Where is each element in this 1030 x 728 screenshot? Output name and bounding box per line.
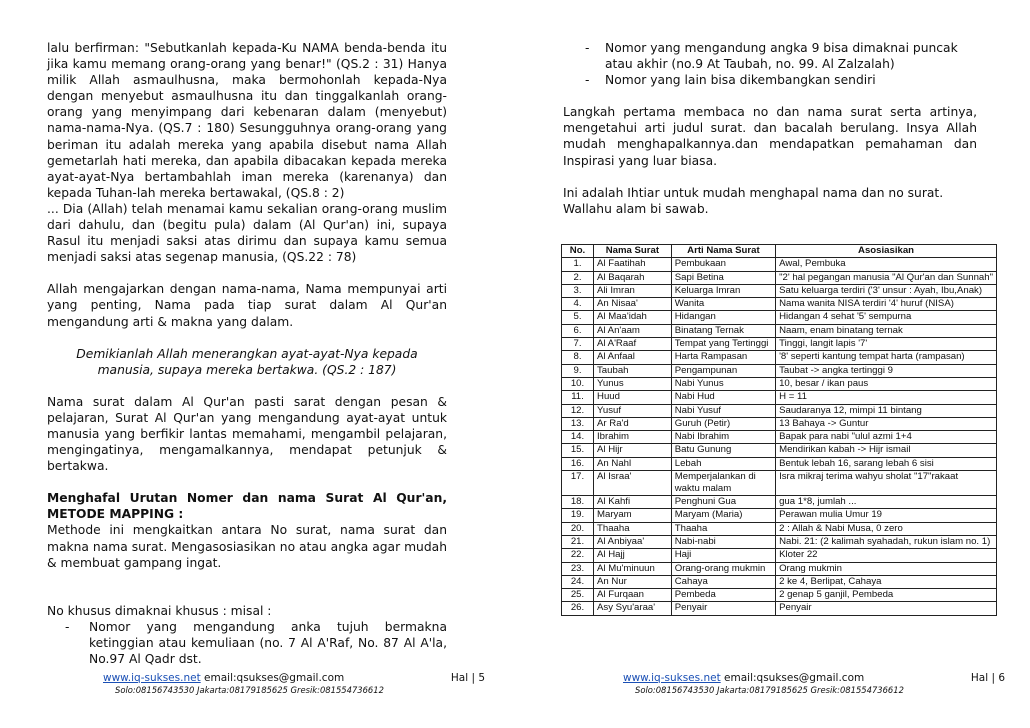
cell-no: 12.	[562, 404, 594, 417]
cell-asosiasi: Nama wanita NISA terdiri '4' huruf (NISA)	[776, 298, 997, 311]
cell-arti: Penghuni Gua	[671, 496, 775, 509]
cell-arti: Binatang Ternak	[671, 324, 775, 337]
cell-asosiasi: "2' hal pegangan manusia "Al Qur'an dan Sunnah"	[776, 271, 997, 284]
cell-asosiasi: 10, besar / ikan paus	[776, 377, 997, 390]
cell-asosiasi: gua 1*8, jumlah ...	[776, 496, 997, 509]
khusus-list	[47, 619, 447, 667]
cell-asosiasi: Bentuk lebah 16, sarang lebah 6 sisi	[776, 457, 997, 470]
cell-asosiasi: Tinggi, langit lapis '7'	[776, 338, 997, 351]
left-page-body	[47, 40, 447, 667]
cell-asosiasi: Penyair	[776, 602, 997, 615]
table-row	[562, 522, 997, 535]
cell-arti: Harta Rampasan	[671, 351, 775, 364]
cell-no: 22.	[562, 549, 594, 562]
cell-nama-surat: Al A'Raaf	[594, 338, 672, 351]
header-no: No.	[562, 245, 594, 258]
cell-asosiasi: 2 ke 4, Berlipat, Cahaya	[776, 575, 997, 588]
cell-arti: Wanita	[671, 298, 775, 311]
cell-no: 11.	[562, 391, 594, 404]
table-row	[562, 509, 997, 522]
table-row	[562, 562, 997, 575]
cell-asosiasi: Orang mukmin	[776, 562, 997, 575]
surat-association-table	[561, 244, 997, 616]
cell-asosiasi: Mendirikan kabah -> Hijr ismail	[776, 444, 997, 457]
table-row	[562, 575, 997, 588]
cell-arti: Cahaya	[671, 575, 775, 588]
cell-no: 10.	[562, 377, 594, 390]
cell-asosiasi: Awal, Pembuka	[776, 258, 997, 271]
cell-no: 23.	[562, 562, 594, 575]
cell-arti: Batu Gunung	[671, 444, 775, 457]
table-row	[562, 496, 997, 509]
table-row	[562, 431, 997, 444]
cell-no: 4.	[562, 298, 594, 311]
cell-arti: Sapi Betina	[671, 271, 775, 284]
paragraph-ihtiar: Ini adalah Ihtiar untuk mudah menghapal nama dan no surat.	[563, 185, 944, 200]
cell-nama-surat: An Nur	[594, 575, 672, 588]
italic-quote: Demikianlah Allah menerangkan ayat-ayat-Nya kepada manusia, supaya mereka bertakwa. (QS.2 : 187)	[76, 346, 418, 377]
cell-asosiasi: Bapak para nabi "ulul azmi 1+4	[776, 431, 997, 444]
cell-no: 17.	[562, 471, 594, 496]
cell-arti: Keluarga Imran	[671, 284, 775, 297]
cell-no: 7.	[562, 338, 594, 351]
cell-asosiasi: Hidangan 4 sehat '5' sempurna	[776, 311, 997, 324]
table-row	[562, 364, 997, 377]
cell-asosiasi: Isra mikraj terima wahyu sholat "17"rakaat	[776, 471, 997, 496]
cell-no: 18.	[562, 496, 594, 509]
cell-arti: Pengampunan	[671, 364, 775, 377]
cell-nama-surat: Al Mu'minuun	[594, 562, 672, 575]
header-nama-surat: Nama Surat	[594, 245, 672, 258]
cell-no: 26.	[562, 602, 594, 615]
right-page-body	[563, 40, 977, 217]
cell-asosiasi: 2 genap 5 ganjil, Pembeda	[776, 589, 997, 602]
cell-no: 9.	[562, 364, 594, 377]
table-row	[562, 311, 997, 324]
cell-arti: Memperjalankan di waktu malam	[671, 471, 775, 496]
cell-nama-surat: Al Hijr	[594, 444, 672, 457]
cell-nama-surat: An Nisaa'	[594, 298, 672, 311]
page-number: Hal | 5	[450, 672, 485, 684]
footer-contacts: Solo:08156743530 Jakarta:08179185625 Gresik:081554736612	[115, 685, 384, 695]
cell-nama-surat: Yusuf	[594, 404, 672, 417]
table-row	[562, 351, 997, 364]
cell-arti: Tempat yang Tertinggi	[671, 338, 775, 351]
cell-asosiasi: Saudaranya 12, mimpi 11 bintang	[776, 404, 997, 417]
table-row	[562, 338, 997, 351]
cell-no: 6.	[562, 324, 594, 337]
cell-nama-surat: Al Hajj	[594, 549, 672, 562]
method-description: Methode ini mengkaitkan antara No surat, nama surat dan makna nama surat. Mengasosiasikan no atau angka agar mudah & membuat gampang ingat.	[47, 523, 447, 570]
khusus-intro: No khusus dimaknai khusus : misal :	[47, 603, 272, 618]
cell-arti: Maryam (Maria)	[671, 509, 775, 522]
cell-arti: Nabi-nabi	[671, 535, 775, 548]
paragraph-dia-allah: ... Dia (Allah) telah menamai kamu sekalian orang-orang muslim dari dahulu, dan (begitu pula) dalam (Al Qur'an) ini, supaya Rasul itu menjadi saksi atas dirimu dan supaya kamu semua menjadi saksi atas segenap manusia, (QS.22 : 78)	[47, 201, 447, 265]
cell-arti: Nabi Yusuf	[671, 404, 775, 417]
cell-nama-surat: Yunus	[594, 377, 672, 390]
cell-no: 13.	[562, 417, 594, 430]
cell-nama-surat: Al Anbiyaa'	[594, 535, 672, 548]
cell-asosiasi: Satu keluarga terdiri ('3' unsur : Ayah, Ibu,Anak)	[776, 284, 997, 297]
table-row	[562, 377, 997, 390]
paragraph-nama-arti: Allah mengajarkan dengan nama-nama, Nama mempunyai arti yang penting, Nama pada tiap surat dalam Al Qur'an mengandung arti & makna yang dalam.	[47, 282, 447, 329]
cell-no: 5.	[562, 311, 594, 324]
cell-nama-surat: Huud	[594, 391, 672, 404]
cell-nama-surat: Ar Ra'd	[594, 417, 672, 430]
table-row	[562, 535, 997, 548]
site-link[interactable]: www.iq-sukses.net	[623, 672, 721, 684]
cell-nama-surat: Maryam	[594, 509, 672, 522]
cell-no: 24.	[562, 575, 594, 588]
cell-nama-surat: Al Maa'idah	[594, 311, 672, 324]
cell-asosiasi: 13 Bahaya -> Guntur	[776, 417, 997, 430]
cell-arti: Guruh (Petir)	[671, 417, 775, 430]
page-footer	[45, 672, 485, 695]
cell-asosiasi: Perawan mulia Umur 19	[776, 509, 997, 522]
table-header-row	[562, 245, 997, 258]
cell-arti: Pembukaan	[671, 258, 775, 271]
cell-no: 15.	[562, 444, 594, 457]
cell-asosiasi: Taubat -> angka tertinggi 9	[776, 364, 997, 377]
table-row	[562, 471, 997, 496]
footer-email: email:qsukses@gmail.com	[204, 672, 345, 684]
header-asosiasikan: Asosiasikan	[776, 245, 997, 258]
right-page	[515, 0, 1030, 728]
cell-asosiasi: Kloter 22	[776, 549, 997, 562]
cell-nama-surat: Ibrahim	[594, 431, 672, 444]
cell-arti: Penyair	[671, 602, 775, 615]
cell-no: 1.	[562, 258, 594, 271]
cell-nama-surat: Al Anfaal	[594, 351, 672, 364]
list-item: - Nomor yang mengandung anka tujuh bermakna ketinggian atau kemuliaan (no. 7 Al A'Raf, No. 87 Al A'la, No.97 Al Qadr dst.	[47, 619, 447, 667]
table-row	[562, 324, 997, 337]
header-arti: Arti Nama Surat	[671, 245, 775, 258]
cell-nama-surat: Taubah	[594, 364, 672, 377]
table-row	[562, 258, 997, 271]
cell-no: 21.	[562, 535, 594, 548]
table-row	[562, 284, 997, 297]
cell-nama-surat: Al Baqarah	[594, 271, 672, 284]
cell-asosiasi: H = 11	[776, 391, 997, 404]
page-number: Hal | 6	[970, 672, 1005, 684]
table-body	[562, 258, 997, 615]
cell-arti: Lebah	[671, 457, 775, 470]
cell-nama-surat: Al An'aam	[594, 324, 672, 337]
cell-arti: Nabi Yunus	[671, 377, 775, 390]
table-row	[562, 444, 997, 457]
table-row	[562, 602, 997, 615]
paragraph-wallahu: Wallahu alam bi sawab.	[563, 201, 709, 216]
number-meaning-list	[563, 40, 977, 88]
paragraph-quran-verses: lalu berfirman: "Sebutkanlah kepada-Ku NAMA benda-benda itu jika kamu memang orang-orang yang benar!" (QS.2 : 31) Hanya milik Allah asmaulhusna, maka bermohonlah kepada-Nya dengan menyebut asmaulhusna itu dan tinggalkanlah orang-orang yang menyimpang dari kebenaran dalam (menyebut) nama-nama-Nya. (QS.7 : 180) Sesungguhnya orang-orang yang beriman itu adalah mereka yang apabila disebut nama Allah gemetarlah hati mereka, dan apabila dibacakan kepada mereka ayat-ayat-Nya bertambahlah iman mereka (karenanya) dan kepada Tuhan-lah mereka bertawakal, (QS.8 : 2)	[47, 41, 447, 200]
list-item: - Nomor yang lain bisa dikembangkan sendiri	[563, 72, 977, 88]
cell-arti: Orang-orang mukmin	[671, 562, 775, 575]
footer-contacts: Solo:08156743530 Jakarta:08179185625 Gresik:081554736612	[635, 685, 904, 695]
cell-nama-surat: Thaaha	[594, 522, 672, 535]
cell-asosiasi: Nabi. 21: (2 kalimah syahadah, rukun islam no. 1)	[776, 535, 997, 548]
table-row	[562, 457, 997, 470]
table-row	[562, 298, 997, 311]
cell-no: 3.	[562, 284, 594, 297]
list-item: - Nomor yang mengandung angka 9 bisa dimaknai puncak atau akhir (no.9 At Taubah, no. 99. Al Zalzalah)	[563, 40, 977, 72]
table-row	[562, 271, 997, 284]
section-heading: Menghafal Urutan Nomer dan nama Surat Al Qur'an, METODE MAPPING :	[47, 491, 447, 522]
table-row	[562, 549, 997, 562]
cell-no: 2.	[562, 271, 594, 284]
table-row	[562, 589, 997, 602]
cell-no: 16.	[562, 457, 594, 470]
cell-nama-surat: Ali Imran	[594, 284, 672, 297]
cell-nama-surat: An Nahl	[594, 457, 672, 470]
cell-no: 25.	[562, 589, 594, 602]
table-row	[562, 404, 997, 417]
cell-no: 14.	[562, 431, 594, 444]
cell-arti: Pembeda	[671, 589, 775, 602]
table-row	[562, 391, 997, 404]
paragraph-langkah: Langkah pertama membaca no dan nama surat serta artinya, mengetahui arti judul surat. dan bacalah berulang. Insya Allah mudah menghapalkannya.dan mendapatkan pemahaman dan Inspirasi yang luar biasa.	[563, 105, 977, 168]
cell-asosiasi: Naam, enam binatang ternak	[776, 324, 997, 337]
cell-asosiasi: 2 : Allah & Nabi Musa, 0 zero	[776, 522, 997, 535]
cell-arti: Nabi Hud	[671, 391, 775, 404]
cell-nama-surat: Al Faatihah	[594, 258, 672, 271]
cell-nama-surat: Al Kahfi	[594, 496, 672, 509]
cell-arti: Hidangan	[671, 311, 775, 324]
table-row	[562, 417, 997, 430]
footer-email: email:qsukses@gmail.com	[724, 672, 865, 684]
cell-asosiasi: '8' seperti kantung tempat harta (rampasan)	[776, 351, 997, 364]
cell-nama-surat: Asy Syu'araa'	[594, 602, 672, 615]
cell-arti: Nabi Ibrahim	[671, 431, 775, 444]
cell-nama-surat: Al Furqaan	[594, 589, 672, 602]
cell-no: 20.	[562, 522, 594, 535]
page-footer	[565, 672, 1005, 695]
site-link[interactable]: www.iq-sukses.net	[103, 672, 201, 684]
cell-no: 8.	[562, 351, 594, 364]
paragraph-nama-surat: Nama surat dalam Al Qur'an pasti sarat dengan pesan & pelajaran, Surat Al Qur'an yang mengandung ayat-ayat untuk manusia yang berfikir lantas memahami, mengambil pelajaran, mengingatinya, mengamalkannya, mendapat petunjuk & bertakwa.	[47, 394, 447, 474]
cell-arti: Thaaha	[671, 522, 775, 535]
cell-arti: Haji	[671, 549, 775, 562]
cell-no: 19.	[562, 509, 594, 522]
cell-nama-surat: Al Israa'	[594, 471, 672, 496]
